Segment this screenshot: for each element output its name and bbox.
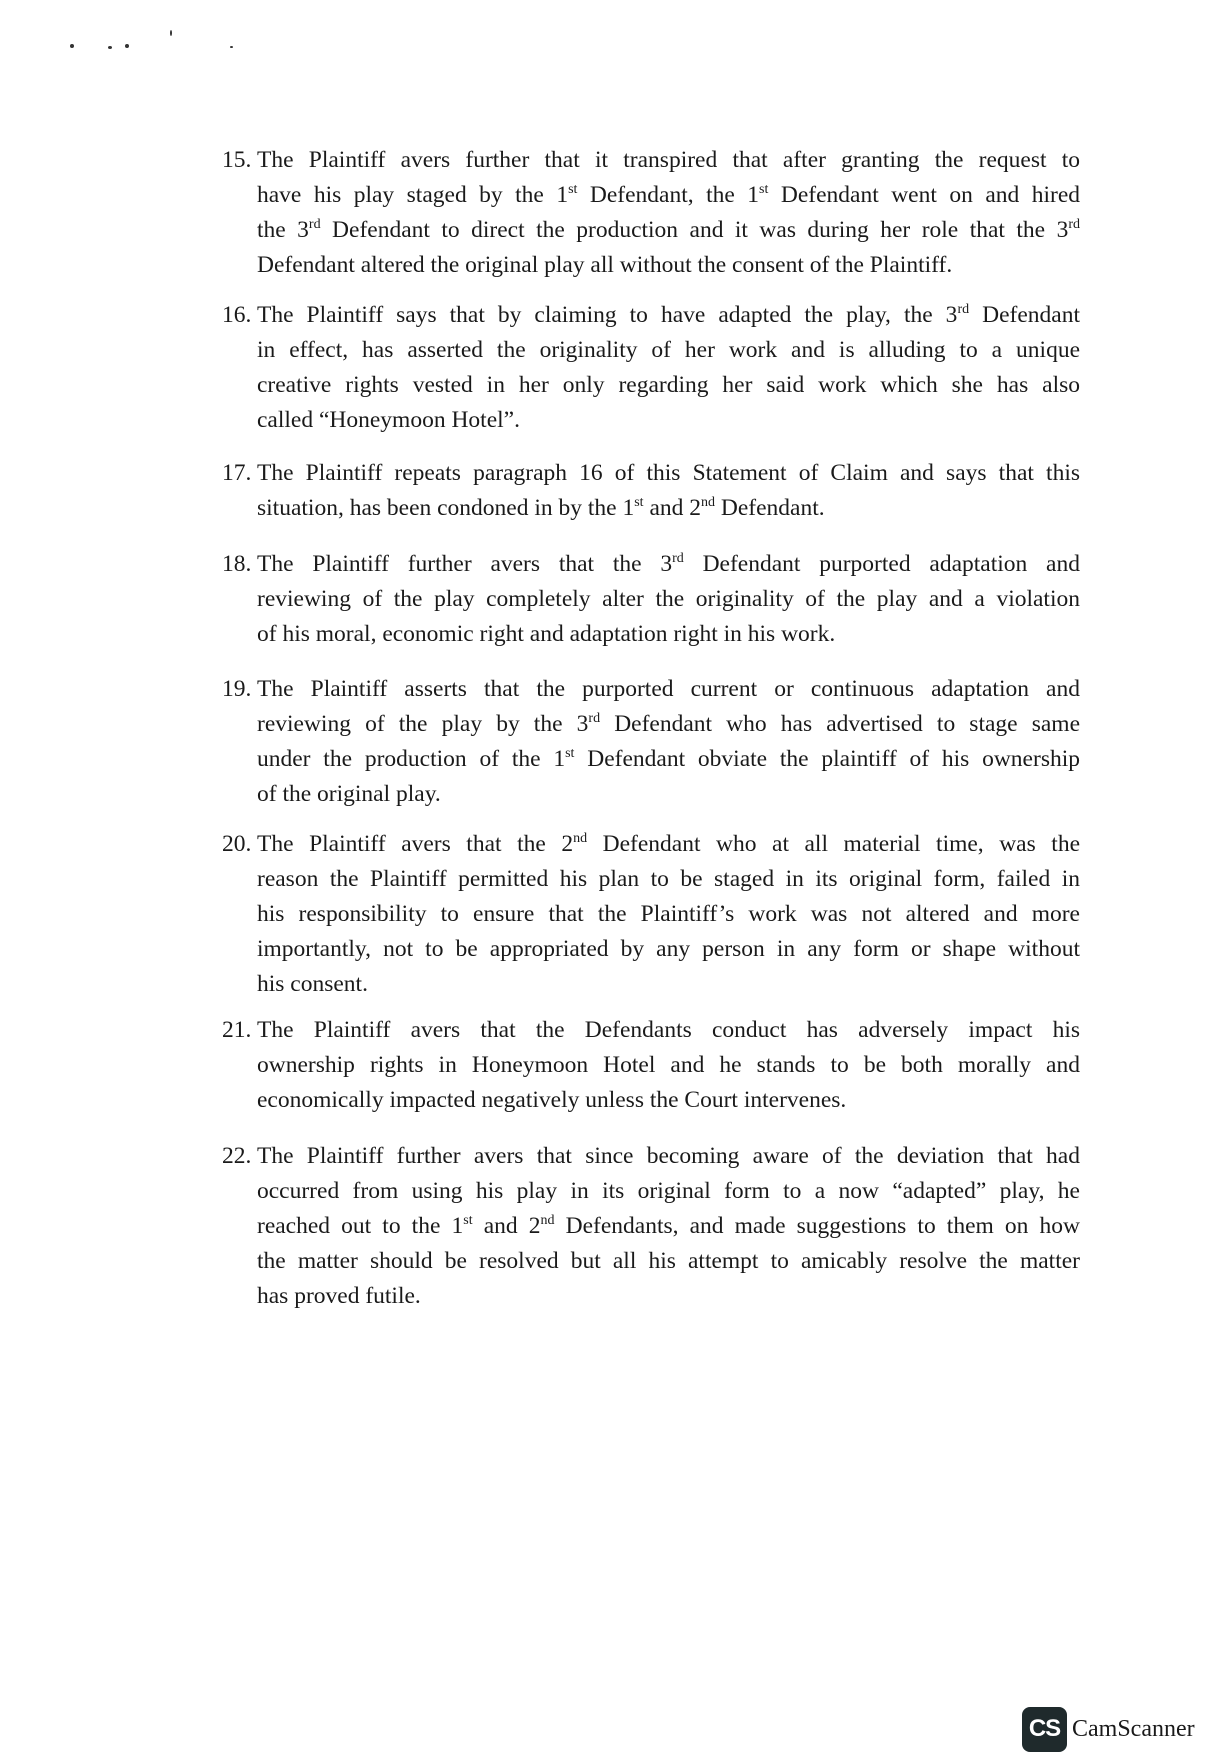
paragraph-line <box>222 1139 1080 1174</box>
line-text: economically impacted negatively unless the Court intervenes. <box>257 1087 847 1113</box>
paragraph-line <box>222 1174 1080 1209</box>
scan-artifacts <box>70 40 270 70</box>
line-text: reason the Plaintiff permitted his plan to be staged in its original form, failed in <box>257 866 1080 892</box>
line-text: The Plaintiff avers further that it transpired that after granting the request to <box>257 147 1080 173</box>
ordinal-superscript: nd <box>701 495 716 510</box>
paragraph-number: 18. <box>222 551 252 577</box>
paragraph-number: 16. <box>222 302 252 328</box>
line-text: of the original play. <box>257 781 441 807</box>
line-text: ownership rights in Honeymoon Hotel and he stands to be both morally and <box>257 1052 1080 1078</box>
line-text: his consent. <box>257 971 368 997</box>
camscanner-watermark <box>1022 1706 1218 1752</box>
paragraph-line <box>222 368 1080 403</box>
camscanner-brand-text: CamScanner <box>1072 1715 1195 1742</box>
line-text: and 2 <box>643 495 702 521</box>
line-text: The Plaintiff avers that the 2 <box>257 831 574 857</box>
paragraph-number: 20. <box>222 831 252 857</box>
ordinal-superscript: st <box>565 746 575 761</box>
paragraph-line <box>222 333 1080 368</box>
ordinal-superscript: rd <box>957 302 970 317</box>
line-text: and 2 <box>472 1213 541 1239</box>
line-text: Defendant obviate the plaintiff of his ownership <box>574 746 1080 772</box>
ordinal-superscript: rd <box>1068 217 1080 232</box>
paragraph-number: 22. <box>222 1143 252 1169</box>
line-text: Defendant who at all material time, was the <box>587 831 1080 857</box>
line-text: The Plaintiff says that by claiming to have adapted the play, the 3 <box>257 302 958 328</box>
paragraph-line <box>222 403 1080 438</box>
paragraph-line <box>222 1244 1080 1279</box>
line-text: The Plaintiff avers that the Defendants conduct has adversely impact his <box>257 1017 1080 1043</box>
line-text: The Plaintiff further avers that since becoming aware of the deviation that had <box>257 1143 1080 1169</box>
paragraph-number: 15. <box>222 147 252 173</box>
line-text: Defendant <box>969 302 1080 328</box>
paragraph-19 <box>222 672 1080 812</box>
paragraph-line <box>222 213 1080 248</box>
paragraph-15 <box>222 143 1080 283</box>
line-text: under the production of the 1 <box>257 746 566 772</box>
ordinal-superscript: st <box>634 495 644 510</box>
paragraph-line <box>222 932 1080 967</box>
ordinal-superscript: nd <box>573 831 588 846</box>
ordinal-superscript: st <box>759 182 769 197</box>
line-text: in effect, has asserted the originality of her work and is alluding to a unique <box>257 337 1080 363</box>
line-text: Defendant who has advertised to stage same <box>600 711 1081 737</box>
paragraph-line <box>222 862 1080 897</box>
line-text: his responsibility to ensure that the Plaintiff’s work was not altered and more <box>257 901 1080 927</box>
line-text: The Plaintiff asserts that the purported current or continuous adaptation and <box>257 676 1080 702</box>
paragraph-line <box>222 742 1080 777</box>
ordinal-superscript: rd <box>308 217 321 232</box>
paragraph-line <box>222 707 1080 742</box>
line-text: importantly, not to be appropriated by any person in any form or shape without <box>257 936 1080 962</box>
line-text: Defendant purported adaptation and <box>683 551 1080 577</box>
paragraph-line <box>222 1083 1080 1118</box>
paragraph-line <box>222 1048 1080 1083</box>
paragraph-22 <box>222 1139 1080 1314</box>
line-text: Defendant to direct the production and it was during her role that the 3 <box>320 217 1069 243</box>
paragraph-16 <box>222 298 1080 438</box>
line-text: The Plaintiff further avers that the 3 <box>257 551 673 577</box>
paragraph-line <box>222 1209 1080 1244</box>
paragraph-17 <box>222 456 1080 526</box>
paragraph-21 <box>222 1013 1080 1118</box>
line-text: occurred from using his play in its original form to a now “adapted” play, he <box>257 1178 1080 1204</box>
paragraph-18 <box>222 547 1080 652</box>
paragraph-number: 21. <box>222 1017 252 1043</box>
paragraph-line <box>222 617 1080 652</box>
line-text: Defendant altered the original play all without the consent of the Plaintiff. <box>257 252 953 278</box>
paragraph-line <box>222 298 1080 333</box>
paragraph-line <box>222 897 1080 932</box>
line-text: have his play staged by the 1 <box>257 182 569 208</box>
paragraph-line <box>222 248 1080 283</box>
line-text: creative rights vested in her only regarding her said work which she has also <box>257 372 1080 398</box>
paragraph-line <box>222 672 1080 707</box>
line-text: has proved futile. <box>257 1283 421 1309</box>
line-text: reviewing of the play by the 3 <box>257 711 589 737</box>
paragraph-line <box>222 143 1080 178</box>
line-text: situation, has been condoned in by the 1 <box>257 495 635 521</box>
paragraph-line <box>222 456 1080 491</box>
paragraph-line <box>222 547 1080 582</box>
line-text: reached out to the 1 <box>257 1213 464 1239</box>
paragraph-number: 19. <box>222 676 252 702</box>
paragraph-line <box>222 582 1080 617</box>
line-text: called “Honeymoon Hotel”. <box>257 407 520 433</box>
line-text: Defendants, and made suggestions to them on how <box>554 1213 1080 1239</box>
paragraph-20 <box>222 827 1080 1002</box>
line-text: the 3 <box>257 217 309 243</box>
line-text: Defendant. <box>715 495 825 521</box>
paragraph-line <box>222 827 1080 862</box>
paragraph-line <box>222 1279 1080 1314</box>
camscanner-logo-icon: CS <box>1022 1707 1067 1752</box>
paragraph-line <box>222 1013 1080 1048</box>
line-text: Defendant went on and hired <box>768 182 1081 208</box>
line-text: The Plaintiff repeats paragraph 16 of this Statement of Claim and says that this <box>257 460 1080 486</box>
paragraph-line <box>222 777 1080 812</box>
ordinal-superscript: rd <box>672 551 684 566</box>
line-text: reviewing of the play completely alter the originality of the play and a violation <box>257 586 1080 612</box>
line-text: Defendant, the 1 <box>577 182 760 208</box>
line-text: the matter should be resolved but all his attempt to amicably resolve the matter <box>257 1248 1080 1274</box>
line-text: of his moral, economic right and adaptation right in his work. <box>257 621 836 647</box>
paragraph-line <box>222 178 1080 213</box>
ordinal-superscript: nd <box>540 1213 555 1228</box>
ordinal-superscript: rd <box>588 711 601 726</box>
paragraph-number: 17. <box>222 460 252 486</box>
ordinal-superscript: st <box>463 1213 473 1228</box>
paragraph-line <box>222 491 1080 526</box>
paragraph-line <box>222 967 1080 1002</box>
ordinal-superscript: st <box>568 182 578 197</box>
